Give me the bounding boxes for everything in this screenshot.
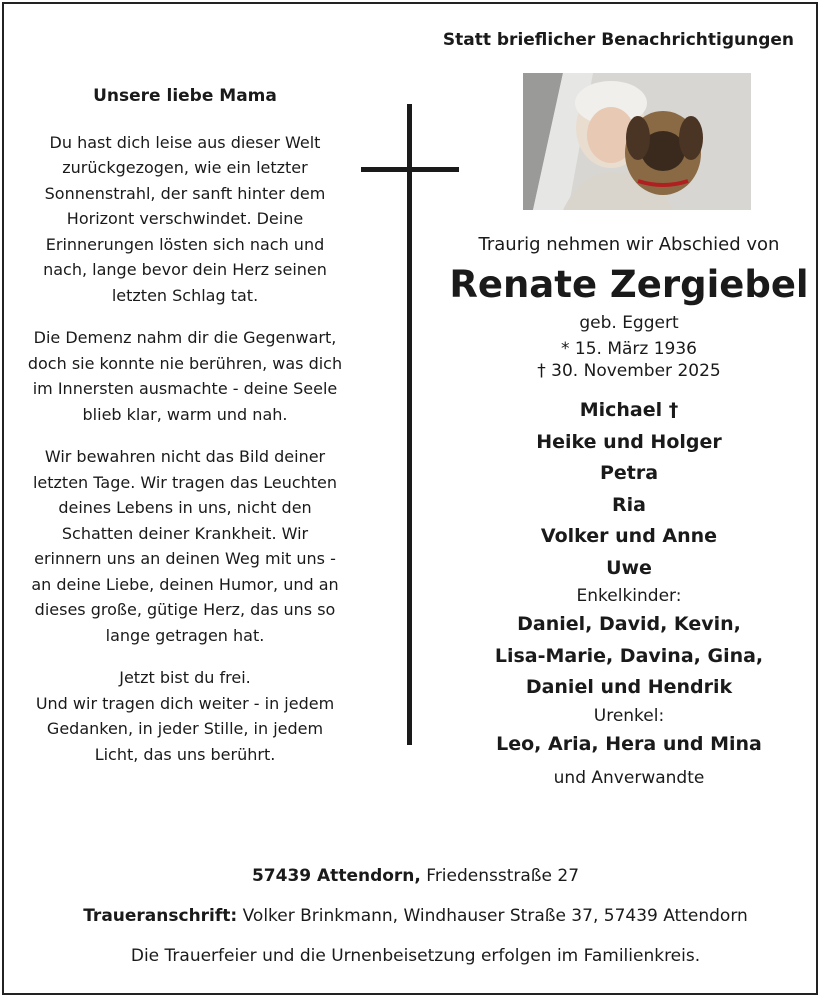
grandchildren-line: Lisa-Marie, Davina, Gina, [494,644,764,667]
mourning-address [4,906,823,926]
ceremony-note: Die Trauerfeier und die Urnenbeisetzung erfolgen im Familienkreis. [130,946,701,966]
greatgrandchildren-line: Leo, Aria, Hera und Mina [496,732,762,755]
intro-text: Traurig nehmen wir Abschied von [478,234,780,255]
grandchildren-line: Daniel und Hendrik [525,676,733,698]
poem-paragraph-4 [26,665,344,767]
left-column [26,84,344,784]
mourning-address-label: Traueranschrift: [83,906,238,926]
cross-icon-horizontal [361,167,459,172]
deceased-name: Renate Zergiebel [449,263,809,306]
right-column [434,234,823,788]
maiden-name: geb. Eggert [579,313,679,333]
header-text: Statt brieflicher Benachrichtigungen [442,30,794,50]
child-name: Heike und Holger [536,430,722,453]
child-name: Michael † [579,399,679,421]
relatives-text: und Anverwandte [553,768,705,788]
left-heading: Unsere liebe Mama [93,86,277,106]
mourning-address-value: Volker Brinkmann, Windhauser Straße 37, 57439 Attendorn [237,906,748,926]
child-name: Petra [599,462,659,484]
death-date: † 30. November 2025 [537,361,721,381]
poem-line-free: Jetzt bist du frei. [119,668,251,687]
poem-closing: Und wir tragen dich weiter - in jedem Gedanken, in jeder Stille, in jedem Licht, das uns berührt. [35,693,335,764]
greatgrandchildren-label: Urenkel: [593,705,665,726]
home-address [4,866,823,886]
grandchildren-label: Enkelkinder: [576,586,682,606]
child-name: Ria [612,493,646,516]
child-name: Uwe [606,556,652,579]
poem-paragraph-2: Die Demenz nahm dir die Gegenwart, doch sie konnte nie berühren, was dich im Innersten ausmachte - deine Seele blieb klar, warm und nah. [27,328,343,424]
cross-icon-vertical [407,104,412,745]
poem-paragraph-1: Du hast dich leise aus dieser Welt zurückgezogen, wie ein letzter Sonnenstrahl, der sanft hinter dem Horizont verschwindet. Deine Erinnerungen lösten sich nach und nach, lange bevor dein Herz seinen letzten Schlag tat. [43,132,327,305]
poem-paragraph-3: Wir bewahren nicht das Bild deiner letzten Tage. Wir tragen das Leuchten deines Lebens in uns, nicht den Schatten deiner Krankheit. Wir erinnern uns an deinen Weg mit uns - an deine Liebe, deinen Humor, und an dieses große, gütige Herz, das uns so lange getragen hat. [31,447,339,645]
birth-date: * 15. März 1936 [560,339,697,359]
child-name: Volker und Anne [540,525,718,547]
home-street: Friedensstraße 27 [420,866,580,886]
portrait-photo [523,73,751,210]
grandchildren-line: Daniel, David, Kevin, [517,613,741,635]
notice-frame [2,2,818,995]
home-city: 57439 Attendorn, [251,866,421,886]
